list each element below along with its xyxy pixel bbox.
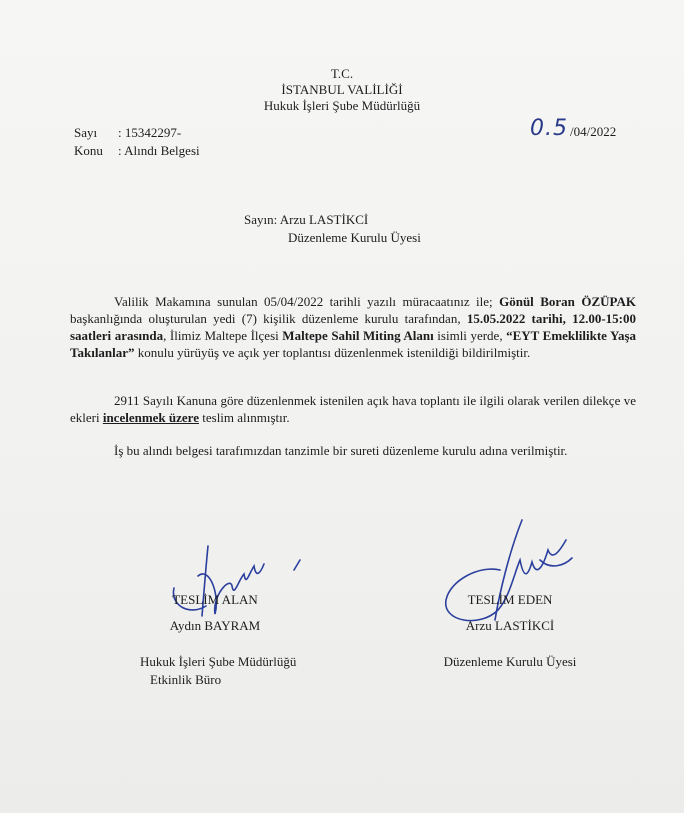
konu-label: Konu [74,143,103,158]
p2-underlined: incelenmek üzere [102,410,199,425]
signature-right-name: Arzu LASTİKCİ [465,618,555,633]
signature-block-left [130,591,300,689]
signature-left-org: Hukuk İşleri Şube Müdürlüğü [140,654,297,669]
p1-text-a: Valilik Makamına sunulan 05/04/2022 tarihli yazılı müracaatınız ile; [114,294,500,309]
paragraph-3 [70,442,636,459]
addressee-role: Düzenleme Kurulu Üyesi [288,230,421,245]
p1-chair-name: Gönül Boran ÖZÜPAK [499,294,636,309]
p1-date-time: 15.05.2022 tarihi, 12.00-15:00 saatleri arasında [70,311,636,343]
paragraph-2 [70,392,636,426]
p2-text-a: 2911 Sayılı Kanuna göre düzenlenmek istenilen açık hava toplantı ile ilgili olarak verilen dilekçe ve ekleri [70,393,636,425]
p1-topic: “EYT Emeklilikte Yaşa Takılanlar” [70,328,636,360]
signature-right-org: Düzenleme Kurulu Üyesi [443,654,577,669]
p1-text-g: isimli yerde, [433,328,507,343]
signature-left-name: Aydın BAYRAM [169,618,261,633]
document-date [530,118,616,140]
konu-value: : Alındı Belgesi [118,143,200,158]
p1-location: Maltepe Sahil Miting Alanı [282,328,434,343]
document-meta [74,124,200,160]
sayi-label: Sayı [74,125,98,140]
signature-right-title: TESLİM EDEN [467,592,553,607]
p1-text-c: başkanlığında oluşturulan yedi (7) kişilik düzenleme kurulu tarafından, [70,311,467,326]
letterhead [0,66,684,114]
p2-text-c: teslim alınmıştır. [199,410,290,425]
signature-block-right [415,591,605,671]
letterhead-department: Hukuk İşleri Şube Müdürlüğü [263,98,421,113]
date-handwritten-day: 0.5 [530,116,568,141]
sayi-value: : 15342297- [118,125,182,140]
addressee-name: Sayın: Arzu LASTİKCİ [244,212,369,227]
date-printed: /04/2022 [570,124,617,139]
p1-text-i: konulu yürüyüş ve açık yer toplantısı düzenlenmek istenildiği bildirilmiştir. [134,345,531,360]
addressee [244,211,421,247]
signature-left-unit: Etkinlik Büro [150,672,222,687]
letterhead-tc: T.C. [330,66,354,81]
paragraph-1 [70,293,636,361]
p1-text-e: , İlimiz Maltepe İlçesi [163,328,283,343]
letterhead-valilik: İSTANBUL VALİLİĞİ [281,82,403,97]
p3-text: İş bu alındı belgesi tarafımızdan tanzimle bir sureti düzenleme kurulu adına verilmiştir. [114,443,568,458]
signature-left-title: TESLİM ALAN [172,592,258,607]
